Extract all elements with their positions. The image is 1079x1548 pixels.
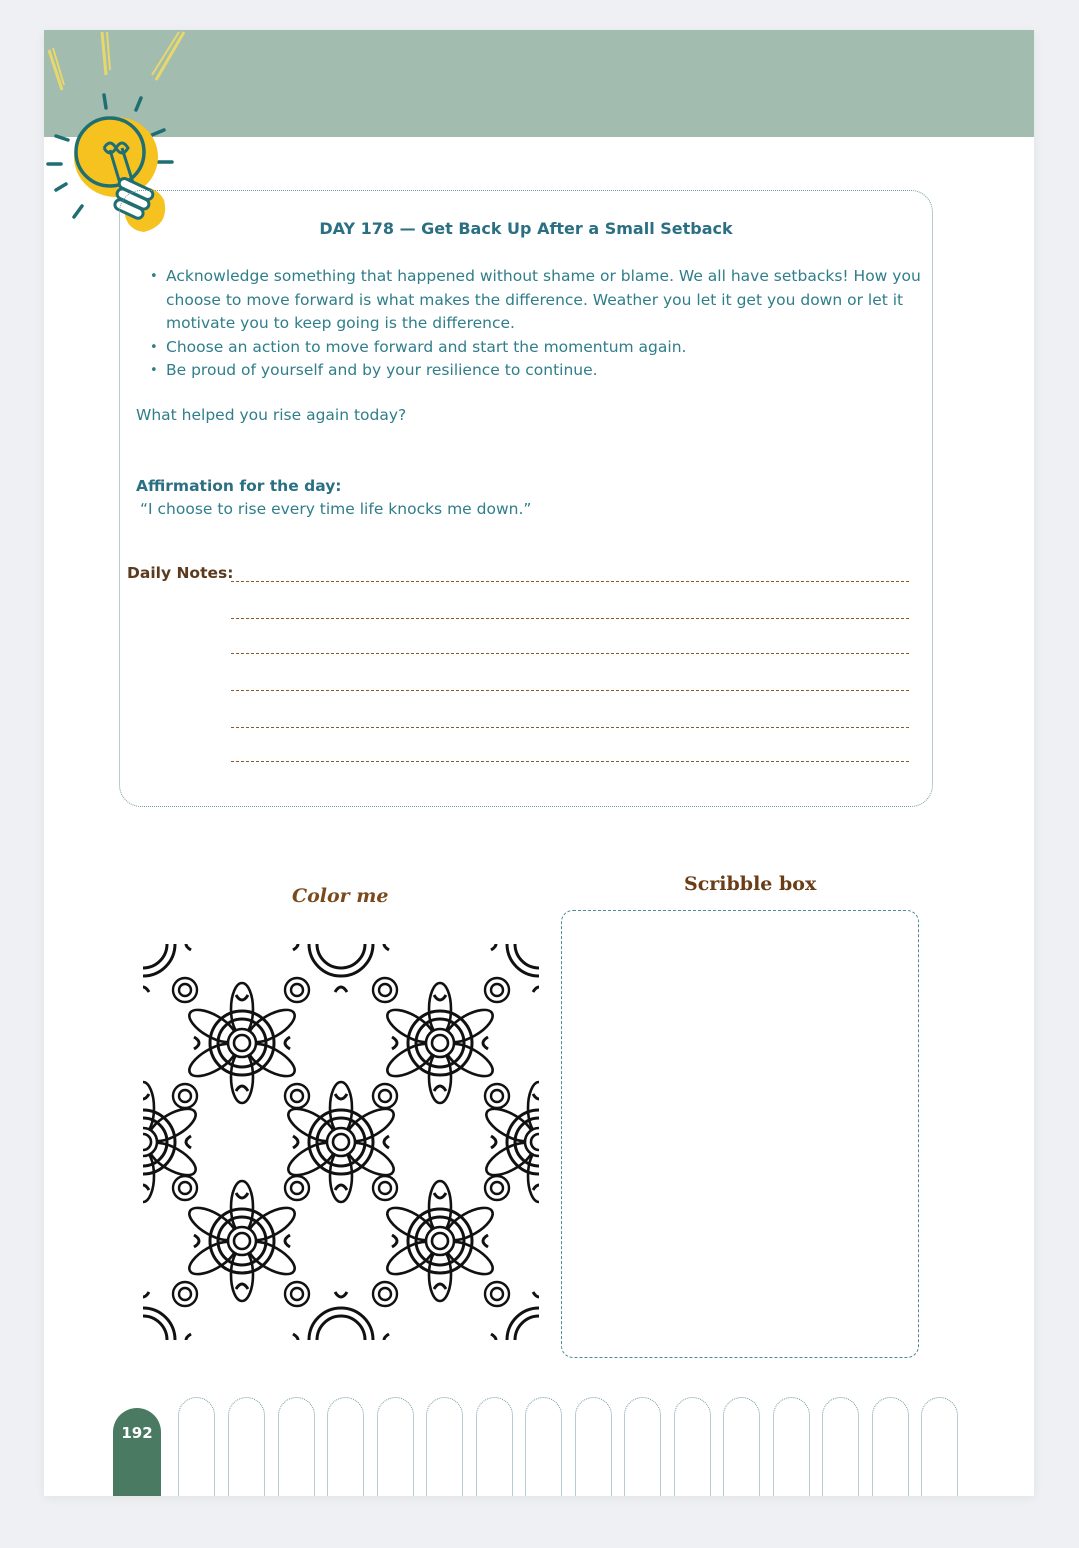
tips-list [164, 265, 934, 383]
decorative-arch [773, 1397, 810, 1496]
day-title: DAY 178 — Get Back Up After a Small Setback [319, 219, 733, 238]
note-line[interactable] [231, 761, 909, 762]
note-line[interactable] [231, 690, 909, 691]
list-item: • Choose an action to move forward and start the momentum again. [164, 336, 934, 360]
decorative-arch [674, 1397, 711, 1496]
note-line[interactable] [231, 653, 909, 654]
decorative-arch [575, 1397, 612, 1496]
scribble-box-label: Scribble box [684, 873, 817, 895]
decorative-arch [377, 1397, 414, 1496]
color-me-label: Color me [292, 885, 389, 907]
decorative-arch [723, 1397, 760, 1496]
decorative-arch [178, 1397, 215, 1496]
decorative-arch [327, 1397, 364, 1496]
daily-prompt-card [119, 190, 933, 807]
affirmation-text: “I choose to rise every time life knocks me down.” [140, 500, 532, 518]
decorative-arch [426, 1397, 463, 1496]
decorative-arch [525, 1397, 562, 1496]
daily-notes-label: Daily Notes: [127, 564, 234, 582]
decorative-arch [476, 1397, 513, 1496]
decorative-arch [921, 1397, 958, 1496]
scribble-box[interactable] [561, 910, 919, 1358]
decorative-arch [872, 1397, 909, 1496]
decorative-arch [624, 1397, 661, 1496]
decorative-arch [228, 1397, 265, 1496]
note-line[interactable] [231, 727, 909, 728]
note-line[interactable] [231, 581, 909, 582]
reflection-prompt: What helped you rise again today? [136, 406, 407, 424]
page-number-tab [113, 1408, 161, 1496]
decorative-arch [278, 1397, 315, 1496]
list-item: • Be proud of yourself and by your resilience to continue. [164, 359, 934, 383]
page-number: 192 [121, 1424, 153, 1442]
mandala-pattern[interactable] [143, 944, 539, 1340]
decorative-arch [822, 1397, 859, 1496]
note-line[interactable] [231, 618, 909, 619]
affirmation-label: Affirmation for the day: [136, 477, 342, 495]
workbook-page [44, 30, 1034, 1496]
list-item: • Acknowledge something that happened without shame or blame. We all have setbacks! How you choose to move forward is what makes the difference. Weather you let it get you down or let it motivate you to keep going is the difference. [164, 265, 934, 336]
